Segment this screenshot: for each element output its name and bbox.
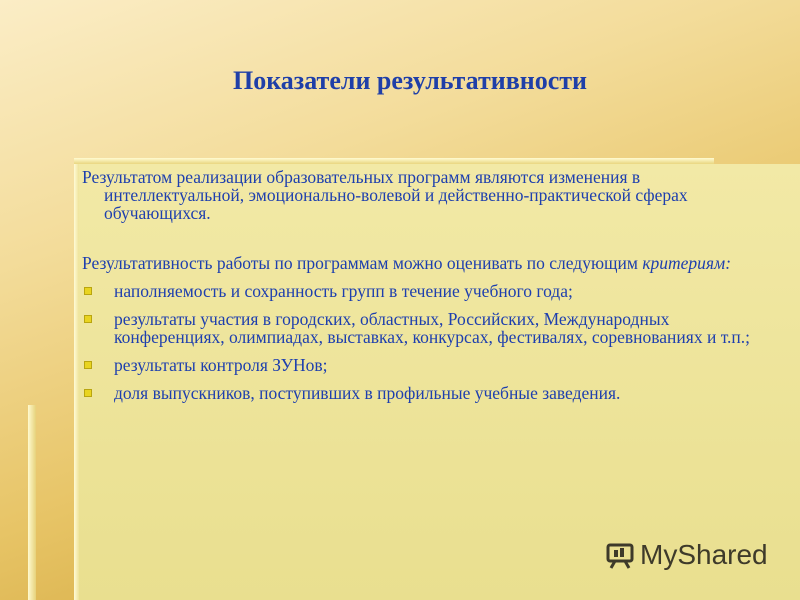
frame-left-bar — [28, 405, 36, 600]
square-bullet-icon — [84, 315, 92, 323]
projector-board-icon — [606, 541, 634, 569]
watermark-text: MyShared — [640, 539, 768, 570]
paragraph-result: Результатом реализации образовательных программ являются изменения в интеллектуальной, эмоционально-волевой и действенно-практической сферах обучающихся. — [82, 167, 688, 223]
square-bullet-icon — [84, 287, 92, 295]
list-item-text: доля выпускников, поступивших в профильные учебные заведения. — [114, 383, 621, 403]
panel-top-edge — [74, 158, 714, 164]
list-item — [82, 356, 782, 374]
paragraph-criteria — [82, 254, 782, 272]
list-item — [82, 282, 782, 300]
panel-left-edge — [74, 158, 79, 600]
paragraph-gap — [82, 222, 782, 254]
list-item-text: результаты контроля ЗУНов; — [114, 355, 328, 375]
watermark-logo — [606, 538, 768, 572]
paragraph-criteria-italic: критериям: — [642, 253, 732, 273]
square-bullet-icon — [84, 389, 92, 397]
list-item-text: результаты участия в городских, областных, Российских, Международных конференциях, олимпиадах, выставках, конкурсах, фестивалях, соревнованиях и т.п.; — [114, 309, 750, 347]
list-item — [82, 310, 782, 346]
paragraph-criteria-text: Результативность работы по программам можно оценивать по следующим — [82, 253, 643, 273]
slide-title: Показатели результативности — [232, 66, 588, 95]
slide-content — [82, 168, 782, 412]
list-item-text: наполняемость и сохранность групп в течение учебного года; — [114, 281, 573, 301]
criteria-list — [82, 282, 782, 402]
square-bullet-icon — [84, 361, 92, 369]
list-item — [82, 384, 782, 402]
